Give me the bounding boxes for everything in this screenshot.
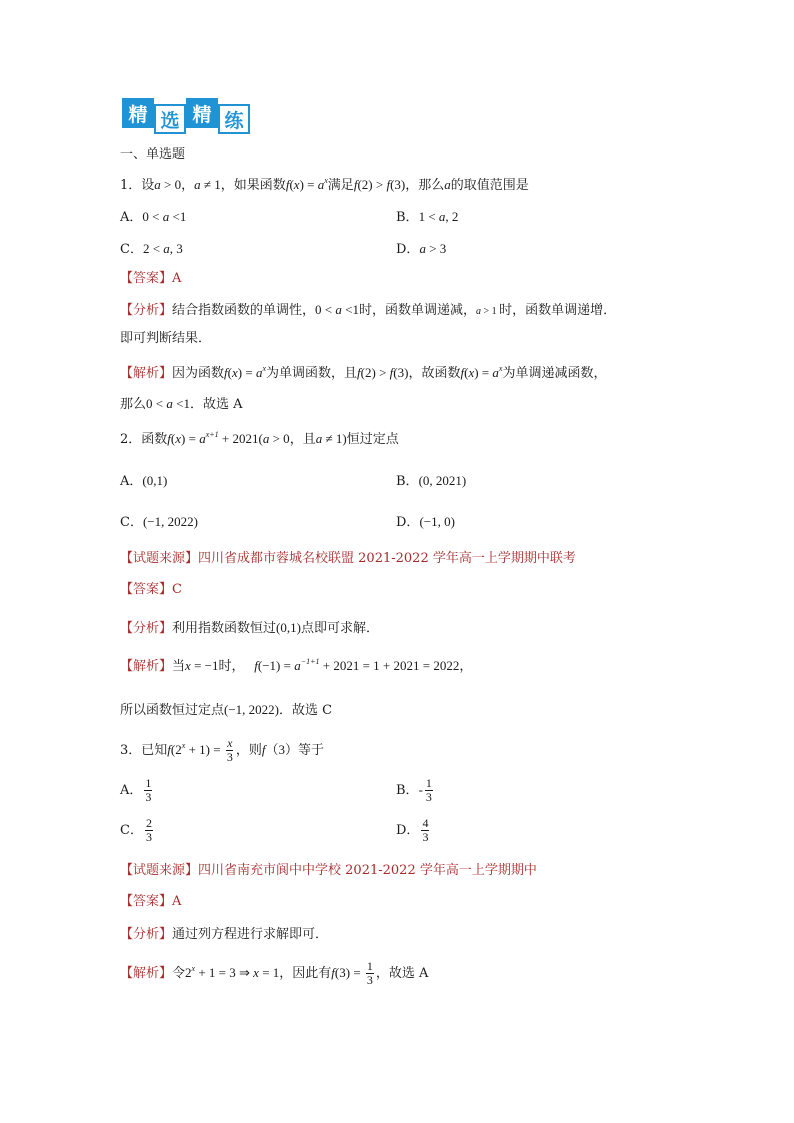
q1-analysis-2: 时，函数单调递减， — [358, 303, 476, 318]
q2-text-3: 恒过定点 — [346, 432, 399, 447]
q1-text-4: 满足 — [327, 178, 354, 193]
q1-analysis-tag: 【分析】 — [120, 303, 173, 318]
q1-solution-line2a: 那么 — [120, 397, 147, 412]
q3-option-c: C． $\frac{2}{3}$ — [120, 816, 152, 844]
q1-solution-4: 为单调递减函数， — [502, 366, 607, 381]
q3-text-2: ，则 — [235, 743, 262, 758]
q1-option-d-label: D． — [396, 242, 420, 257]
q2-source — [120, 550, 576, 568]
q3-number: 3． — [120, 743, 142, 758]
q1-analysis: 【分析】结合指数函数的单调性，0 < a <1时，函数单调递减，a > 1 时，函数单调递增． — [120, 302, 617, 318]
q3-analysis-text: 通过列方程进行求解即可． — [172, 927, 329, 942]
q2-solution-line2b: ．故选 C — [279, 703, 333, 718]
q1-option-d: D．a > 3 — [396, 241, 447, 257]
q3-source — [120, 862, 537, 880]
q2-solution: 【解析】当x = −1时， $f(-1) = a^{-1+1} + 2021 = 1 + 2021 = 2022$， — [120, 657, 473, 674]
q2-option-c-label: C． — [120, 515, 143, 530]
q2-solution-1: 当 — [172, 659, 186, 674]
section-badge — [122, 98, 250, 134]
q2-solution-2: 时， — [218, 659, 245, 674]
q2-option-b: B．(0, 2021) — [396, 473, 467, 489]
q1-stem: 1．设a > 0，a ≠ 1，如果函数$f(x) = a^x$满足f(2) > f(3)，那么a的取值范围是 — [120, 176, 529, 193]
badge-char-4: 练 — [218, 104, 250, 134]
q2-stem: 2．函数$f(x) = a^{x+1} + 2021(a > 0$，且a ≠ 1)恒过定点 — [120, 430, 399, 447]
q1-text-3: ，如果函数 — [220, 178, 286, 193]
q3-solution: 【解析】令$2^x + 1 = 3$ ⇒ x = 1，因此有f(3) = $\frac{1}{3}$ ，故选 A — [120, 959, 429, 987]
q1-option-b: B．1 < a, 2 — [396, 209, 459, 225]
q1-text-1: 设 — [141, 178, 155, 193]
q1-option-b-label: B． — [396, 210, 419, 225]
q3-solution-1: 令 — [172, 966, 186, 981]
q2-option-a: A．(0,1) — [120, 473, 168, 489]
q2-option-a-label: A． — [120, 474, 143, 489]
q3-option-b-label: B． — [396, 783, 419, 798]
q3-text-3: 等于 — [297, 743, 324, 758]
q2-answer — [120, 581, 182, 599]
q1-solution-tag: 【解析】 — [120, 366, 173, 381]
q1-answer — [120, 270, 181, 288]
q2-option-d-label: D． — [396, 515, 420, 530]
q3-answer — [120, 893, 181, 911]
q1-text-2: ， — [181, 178, 195, 193]
q3-option-d: D． $\frac{4}{3}$ — [396, 816, 429, 844]
q1-option-a-label: A． — [120, 210, 143, 225]
q3-text-1: 已知 — [141, 743, 168, 758]
q2-number: 2． — [120, 432, 142, 447]
q1-solution-3: ，故函数 — [408, 366, 461, 381]
q2-analysis-1: 利用指数函数恒过 — [172, 621, 277, 636]
q1-analysis-1: 结合指数函数的单调性， — [172, 303, 316, 318]
q3-analysis-tag: 【分析】 — [120, 927, 173, 942]
q3-option-b: B．- $\frac{1}{3}$ — [396, 776, 432, 804]
q2-source-text: 四川省成都市蓉城名校联盟 2021-2022 学年高一上学期期中联考 — [198, 551, 576, 566]
q1-option-c-label: C． — [120, 242, 143, 257]
badge-char-2: 选 — [154, 104, 186, 134]
q3-answer-tag: 【答案】 — [120, 894, 173, 909]
q2-text-1: 函数 — [141, 432, 168, 447]
q1-text-5: ，那么 — [405, 178, 445, 193]
q1-analysis-3: 时，函数单调递增． — [499, 303, 617, 318]
q1-solution-2: 为单调函数，且 — [266, 366, 358, 381]
q2-source-tag: 【试题来源】 — [120, 551, 199, 566]
q2-analysis-2: 点即可求解． — [300, 621, 379, 636]
q1-option-a: A．0 < a <1 — [120, 209, 187, 225]
q3-analysis — [120, 926, 328, 944]
q3-source-text: 四川省南充市阆中中学校 2021-2022 学年高一上学期期中 — [198, 863, 537, 878]
q3-answer-value: A — [172, 894, 182, 909]
q2-option-c: C．(−1, 2022) — [120, 514, 198, 530]
q3-solution-tag: 【解析】 — [120, 966, 173, 981]
q1-option-c: C．2 < a, 3 — [120, 241, 183, 257]
q1-text-6: 的取值范围是 — [450, 178, 529, 193]
q2-option-b-label: B． — [396, 474, 419, 489]
q3-option-c-label: C． — [120, 823, 143, 838]
badge-char-3: 精 — [186, 98, 218, 128]
q3-source-tag: 【试题来源】 — [120, 863, 199, 878]
q2-text-2: 且 — [302, 432, 316, 447]
badge-char-1: 精 — [122, 98, 154, 128]
q2-solution-tag: 【解析】 — [120, 659, 173, 674]
q1-answer-value: A — [172, 271, 182, 286]
q1-analysis-line2: 即可判断结果． — [120, 331, 212, 346]
q2-analysis-tag: 【分析】 — [120, 621, 173, 636]
q3-solution-3: ，故选 A — [375, 966, 429, 981]
q2-option-d: D．(−1, 0) — [396, 514, 455, 530]
q1-answer-tag: 【答案】 — [120, 271, 173, 286]
section-title: 一、单选题 — [120, 147, 186, 162]
q3-stem: 3．已知$f(2^x + 1)$ = $\frac{x}{3}$ ，则f（3）等于 — [120, 736, 324, 764]
q2-solution-line2: 所以函数恒过定点(−1, 2022)．故选 C — [120, 702, 333, 718]
q1-solution-line2: 那么0 < a <1．故选 A — [120, 396, 243, 412]
q2-analysis: 【分析】利用指数函数恒过(0,1)点即可求解． — [120, 620, 379, 636]
q2-answer-value: C — [172, 582, 182, 597]
q2-solution-line2a: 所以函数恒过定点 — [120, 703, 225, 718]
q1-solution-line2b: ．故选 A — [189, 397, 243, 412]
q2-answer-tag: 【答案】 — [120, 582, 173, 597]
q3-solution-2: ，因此有 — [279, 966, 332, 981]
q3-option-d-label: D． — [396, 823, 420, 838]
q1-number: 1． — [120, 178, 142, 193]
q1-solution: 【解析】因为函数$f(x) = a^x$为单调函数，且f(2) > f(3)，故函数$f(x) = a^x$为单调递减函数， — [120, 364, 607, 381]
q3-option-a: A． $\frac{1}{3}$ — [120, 776, 152, 804]
q3-option-a-label: A． — [120, 783, 143, 798]
q1-solution-1: 因为函数 — [172, 366, 225, 381]
